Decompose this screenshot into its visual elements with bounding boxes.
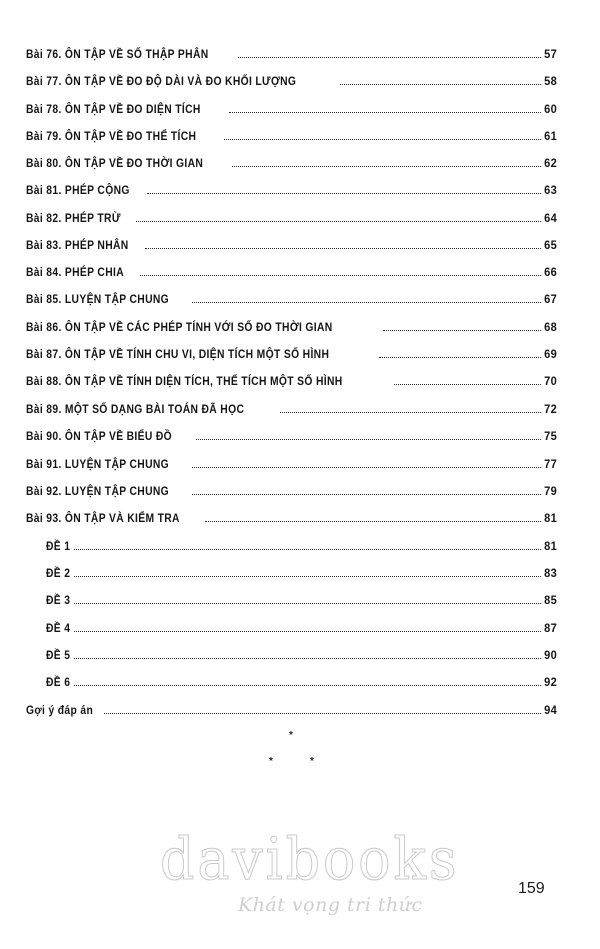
dot-leader — [238, 56, 541, 58]
dot-leader — [229, 111, 541, 113]
toc-entry-page: 57 — [543, 47, 557, 61]
toc-entry-page: 63 — [543, 183, 557, 197]
toc-entry-title: ĐỀ 1 — [46, 539, 71, 553]
ornament-star: * — [269, 756, 273, 767]
toc-entry-title: ĐỀ 6 — [46, 675, 71, 689]
dot-leader — [280, 411, 541, 413]
toc-entry-page: 60 — [543, 102, 557, 116]
dot-leader — [232, 165, 541, 167]
watermark-logo: davibooks — [160, 825, 460, 893]
dot-leader — [383, 329, 541, 331]
toc-subentry — [46, 560, 557, 580]
toc-entry-page: 83 — [543, 566, 557, 580]
dot-leader — [74, 657, 541, 659]
toc-entry-title: Bài 76. ÔN TẬP VỀ SỐ THẬP PHÂN — [26, 47, 209, 61]
toc-entry-page: 81 — [543, 539, 557, 553]
toc-entry-title: Bài 85. LUYỆN TẬP CHUNG — [26, 292, 170, 306]
toc-entry-title: Gợi ý đáp án — [26, 703, 94, 717]
dot-leader — [394, 383, 541, 385]
toc-entry-page: 94 — [543, 703, 557, 717]
toc-entry-title: Bài 78. ÔN TẬP VỀ ĐO DIỆN TÍCH — [26, 102, 201, 116]
toc-entry — [26, 123, 557, 143]
dot-leader — [340, 83, 541, 85]
toc-entry-title: ĐỀ 5 — [46, 648, 71, 662]
toc-entry — [26, 232, 557, 252]
toc-subentry — [46, 587, 557, 607]
dot-leader — [74, 684, 541, 686]
toc-entry-page: 81 — [543, 511, 557, 525]
dot-leader — [74, 575, 541, 577]
toc-entry-title: Bài 91. LUYỆN TẬP CHUNG — [26, 457, 170, 471]
toc-subentry — [46, 615, 557, 635]
toc-entry — [26, 177, 557, 197]
toc-entry-page: 64 — [543, 211, 557, 225]
dot-leader — [147, 192, 541, 194]
dot-leader — [74, 602, 541, 604]
toc-entry — [26, 68, 557, 88]
toc-entry-page: 77 — [543, 457, 557, 471]
dot-leader — [205, 520, 541, 522]
toc-entry-page: 67 — [543, 292, 557, 306]
toc-entry-title: ĐỀ 3 — [46, 593, 71, 607]
dot-leader — [192, 301, 541, 303]
toc-entry-page: 90 — [543, 648, 557, 662]
ornament-star: * — [289, 730, 293, 741]
toc-entry — [26, 396, 557, 416]
toc-entry-page: 85 — [543, 593, 557, 607]
toc-entry — [26, 205, 557, 225]
toc-entry-page: 65 — [543, 238, 557, 252]
toc-entry-title: Bài 89. MỘT SỐ DẠNG BÀI TOÁN ĐÃ HỌC — [26, 402, 245, 416]
toc-entry-page: 75 — [543, 429, 557, 443]
toc-subentry — [46, 669, 557, 689]
dot-leader — [140, 274, 541, 276]
toc-entry-page: 87 — [543, 621, 557, 635]
toc-entry-title: Bài 90. ÔN TẬP VỀ BIỂU ĐỒ — [26, 429, 173, 443]
toc-entry-title: ĐỀ 2 — [46, 566, 71, 580]
toc-entry-title: Bài 87. ÔN TẬP VỀ TÍNH CHU VI, DIỆN TÍCH MỘT SỐ HÌNH — [26, 347, 330, 361]
toc-entry-page: 72 — [543, 402, 557, 416]
toc-entry-page: 58 — [543, 74, 557, 88]
toc-entry-title: Bài 80. ÔN TẬP VỀ ĐO THỜI GIAN — [26, 156, 204, 170]
toc-subentry — [46, 533, 557, 553]
dot-leader — [104, 712, 541, 714]
toc-entry-title: Bài 93. ÔN TẬP VÀ KIỂM TRA — [26, 511, 180, 525]
toc-entry-title: Bài 83. PHÉP NHÂN — [26, 238, 129, 252]
dot-leader — [196, 438, 541, 440]
toc-entry — [26, 314, 557, 334]
toc-entry-title: Bài 82. PHÉP TRỪ — [26, 211, 121, 225]
toc-entry — [26, 286, 557, 306]
toc-entry — [26, 259, 557, 279]
watermark-tagline: Khát vọng tri thức — [238, 894, 423, 916]
toc-entry-title: Bài 84. PHÉP CHIA — [26, 265, 124, 279]
toc-entry-title: Bài 86. ÔN TẬP VỀ CÁC PHÉP TÍNH VỚI SỐ ĐO THỜI GIAN — [26, 320, 333, 334]
toc-entry-title: Bài 79. ÔN TẬP VỀ ĐO THỂ TÍCH — [26, 129, 197, 143]
toc-entry — [26, 96, 557, 116]
toc-entry-page: 62 — [543, 156, 557, 170]
dot-leader — [192, 493, 541, 495]
dot-leader — [224, 138, 541, 140]
toc-entry-page: 79 — [543, 484, 557, 498]
dot-leader — [145, 247, 541, 249]
dot-leader — [74, 630, 541, 632]
toc-entry-page: 70 — [543, 374, 557, 388]
dot-leader — [192, 466, 541, 468]
toc-entry-title: Bài 81. PHÉP CỘNG — [26, 183, 130, 197]
toc-entry — [26, 423, 557, 443]
toc-entry — [26, 150, 557, 170]
toc-subentry — [46, 642, 557, 662]
toc-entry — [26, 451, 557, 471]
ornament-star: * — [310, 756, 314, 767]
dot-leader — [74, 548, 541, 550]
toc-entry-title: Bài 92. LUYỆN TẬP CHUNG — [26, 484, 170, 498]
toc-entry-page: 68 — [543, 320, 557, 334]
toc-entry — [26, 341, 557, 361]
toc-entry-page: 61 — [543, 129, 557, 143]
page-number: 159 — [518, 880, 545, 897]
toc-entry — [26, 697, 557, 717]
toc-entry — [26, 505, 557, 525]
toc-entry-title: ĐỀ 4 — [46, 621, 71, 635]
toc-entry-page: 69 — [543, 347, 557, 361]
toc-entry — [26, 41, 557, 61]
toc-entry-title: Bài 88. ÔN TẬP VỀ TÍNH DIỆN TÍCH, THỂ TÍCH MỘT SỐ HÌNH — [26, 374, 343, 388]
dot-leader — [379, 356, 541, 358]
toc-entry-page: 92 — [543, 675, 557, 689]
dot-leader — [136, 220, 541, 222]
toc-entry-title: Bài 77. ÔN TẬP VỀ ĐO ĐỘ DÀI VÀ ĐO KHỐI LƯỢNG — [26, 74, 297, 88]
toc-entry-page: 66 — [543, 265, 557, 279]
toc-entry — [26, 368, 557, 388]
toc-entry — [26, 478, 557, 498]
